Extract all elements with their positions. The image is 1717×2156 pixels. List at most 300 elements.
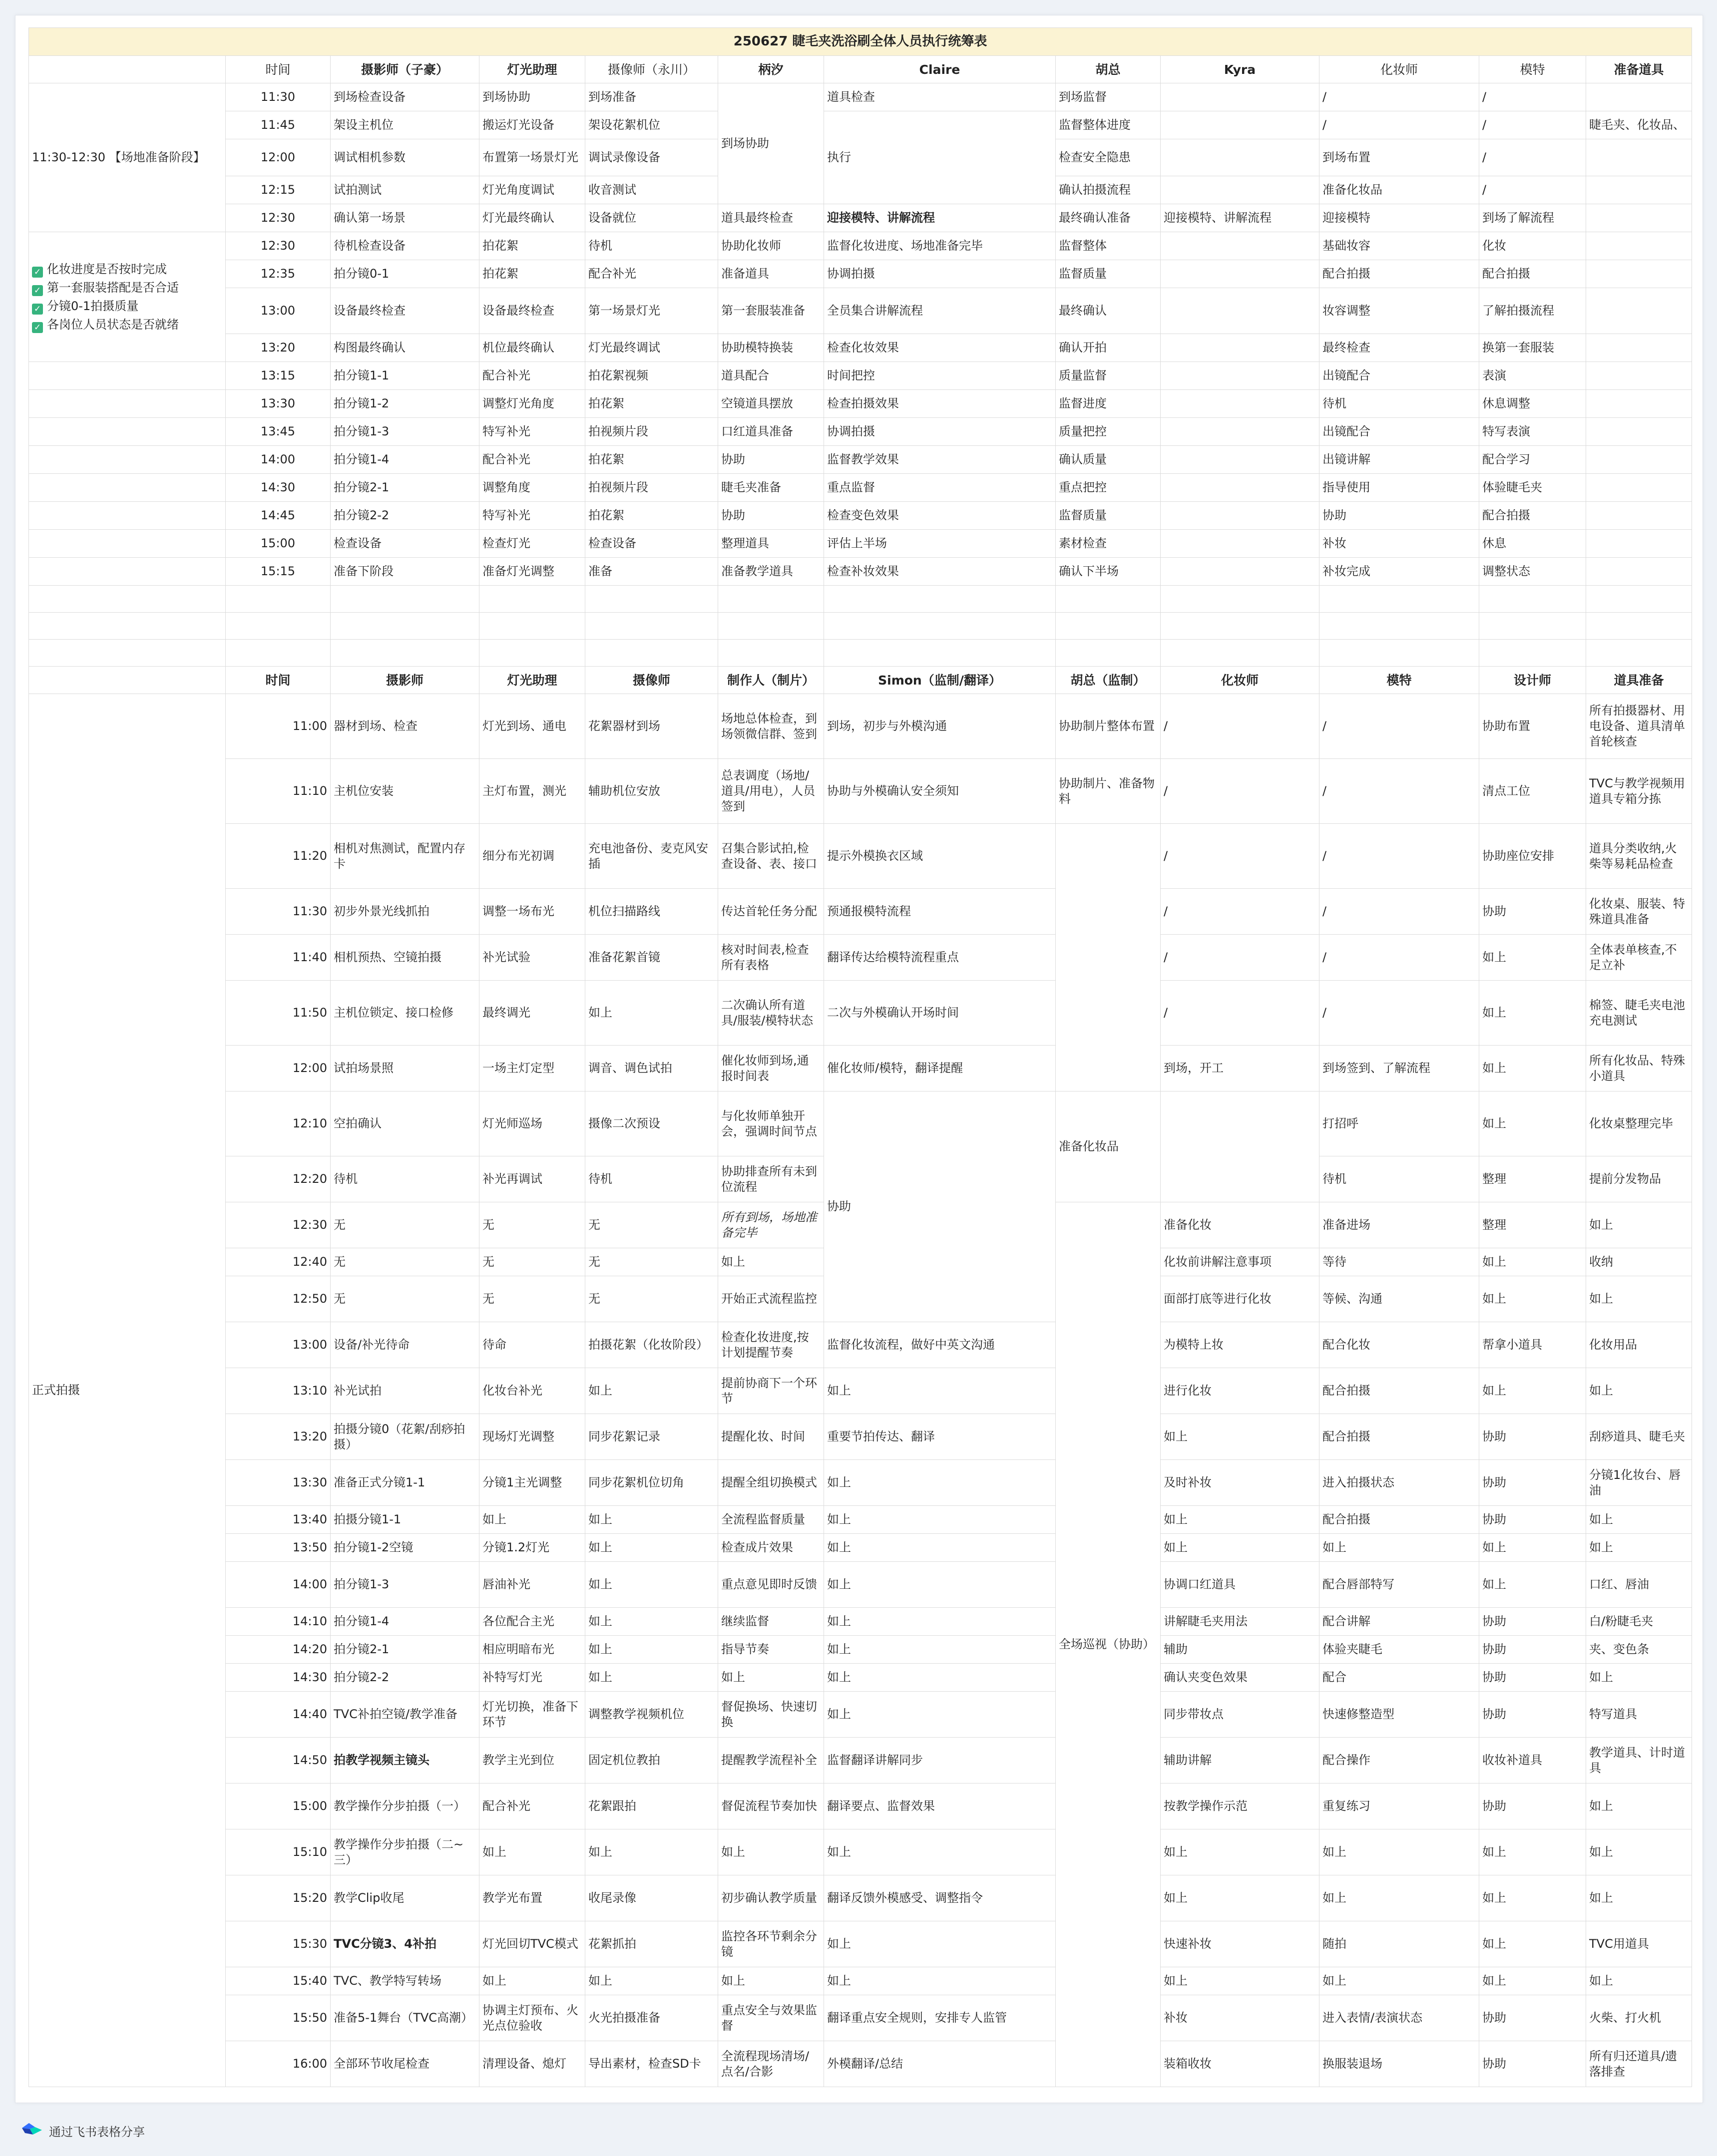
column-header[interactable]: Kyra: [1161, 56, 1319, 83]
grid-cell[interactable]: 检查化妆效果: [824, 334, 1056, 362]
time-cell[interactable]: 12:30: [226, 204, 331, 232]
grid-cell[interactable]: 特写道具: [1586, 1692, 1692, 1738]
column-header[interactable]: 模特: [1319, 667, 1479, 694]
grid-cell[interactable]: 拍教学视频主镜头: [331, 1738, 479, 1784]
grid-cell[interactable]: 时间把控: [824, 362, 1056, 390]
grid-cell[interactable]: 灯光师巡场: [479, 1091, 585, 1156]
time-cell[interactable]: 14:30: [226, 1664, 331, 1692]
grid-cell[interactable]: /: [1319, 935, 1479, 981]
claire-cell[interactable]: 执行: [824, 111, 1056, 204]
grid-cell[interactable]: 如上: [1586, 1664, 1692, 1692]
time-cell[interactable]: 11:30: [226, 889, 331, 935]
grid-cell[interactable]: 待机检查设备: [331, 232, 479, 260]
grid-cell[interactable]: 提醒全组切换模式: [718, 1460, 824, 1506]
empty-cell[interactable]: [824, 613, 1056, 640]
grid-cell[interactable]: 监督整体: [1056, 232, 1161, 260]
grid-cell[interactable]: 无: [479, 1202, 585, 1248]
grid-cell[interactable]: 检查灯光: [479, 530, 585, 558]
checklist-item[interactable]: [32, 316, 222, 334]
time-cell[interactable]: 13:50: [226, 1534, 331, 1562]
grid-cell[interactable]: 重要节拍传达、翻译: [824, 1414, 1056, 1460]
empty-cell[interactable]: [718, 586, 824, 613]
column-header[interactable]: 准备道具: [1586, 56, 1692, 83]
grid-cell[interactable]: 准备化妆: [1161, 1202, 1319, 1248]
grid-cell[interactable]: 如上: [585, 1506, 718, 1534]
grid-cell[interactable]: 整理: [1479, 1202, 1586, 1248]
grid-cell[interactable]: 监控各环节剩余分镜: [718, 1921, 824, 1967]
column-header[interactable]: [29, 667, 226, 694]
grid-cell[interactable]: 检查化妆进度,按计划提醒节奏: [718, 1322, 824, 1368]
grid-cell[interactable]: 如上: [1161, 1414, 1319, 1460]
grid-cell[interactable]: /: [1479, 111, 1586, 139]
grid-cell[interactable]: 辅助讲解: [1161, 1738, 1319, 1784]
grid-cell[interactable]: 开始正式流程监控: [718, 1276, 824, 1322]
grid-cell[interactable]: 装箱收妆: [1161, 2041, 1319, 2087]
empty-cell[interactable]: [1586, 640, 1692, 667]
grid-cell[interactable]: 道具最终检查: [718, 204, 824, 232]
grid-cell[interactable]: 监督教学效果: [824, 446, 1056, 474]
grid-cell[interactable]: 补光试验: [479, 935, 585, 981]
grid-cell[interactable]: 配合学习: [1479, 446, 1586, 474]
grid-cell[interactable]: 如上: [1479, 1921, 1586, 1967]
grid-cell[interactable]: /: [1161, 889, 1319, 935]
grid-cell[interactable]: 继续监督: [718, 1608, 824, 1636]
grid-cell[interactable]: 准备5-1舞台（TVC高潮）: [331, 1995, 479, 2041]
grid-cell[interactable]: 相机预热、空镜拍摄: [331, 935, 479, 981]
grid-cell[interactable]: 拍摄花絮（化妆阶段）: [585, 1322, 718, 1368]
grid-cell[interactable]: 如上: [1586, 1506, 1692, 1534]
grid-cell[interactable]: 试拍测试: [331, 176, 479, 204]
grid-cell[interactable]: 补特写灯光: [479, 1664, 585, 1692]
grid-cell[interactable]: 无: [331, 1202, 479, 1248]
empty-cell[interactable]: [29, 390, 226, 418]
grid-cell[interactable]: TVC、教学特写转场: [331, 1967, 479, 1995]
grid-cell[interactable]: 布置第一场景灯光: [479, 139, 585, 176]
grid-cell[interactable]: 拍花絮: [479, 260, 585, 288]
grid-cell[interactable]: 拍花絮: [479, 232, 585, 260]
grid-cell[interactable]: 口红道具准备: [718, 418, 824, 446]
empty-cell[interactable]: [29, 586, 226, 613]
grid-cell[interactable]: 辅助: [1161, 1636, 1319, 1664]
grid-cell[interactable]: [1161, 83, 1319, 111]
grid-cell[interactable]: 提示外模换衣区域: [824, 824, 1056, 889]
grid-cell[interactable]: 主机位安装: [331, 759, 479, 824]
grid-cell[interactable]: 如上: [824, 1368, 1056, 1414]
empty-cell[interactable]: [29, 558, 226, 586]
grid-cell[interactable]: 体验夹睫毛: [1319, 1636, 1479, 1664]
time-cell[interactable]: 11:10: [226, 759, 331, 824]
grid-cell[interactable]: [1586, 502, 1692, 530]
grid-cell[interactable]: 无: [585, 1248, 718, 1276]
grid-cell[interactable]: 检查变色效果: [824, 502, 1056, 530]
grid-cell[interactable]: 化妆: [1479, 232, 1586, 260]
grid-cell[interactable]: [1586, 446, 1692, 474]
grid-cell[interactable]: [1161, 362, 1319, 390]
grid-cell[interactable]: 教学光布置: [479, 1875, 585, 1921]
grid-cell[interactable]: [1161, 334, 1319, 362]
grid-cell[interactable]: 准备进场: [1319, 1202, 1479, 1248]
grid-cell[interactable]: 提醒教学流程补全: [718, 1738, 824, 1784]
time-cell[interactable]: 12:00: [226, 1046, 331, 1091]
grid-cell[interactable]: 如上: [824, 1562, 1056, 1608]
grid-cell[interactable]: 无: [479, 1248, 585, 1276]
grid-cell[interactable]: 如上: [585, 1664, 718, 1692]
column-header[interactable]: 化妆师: [1161, 667, 1319, 694]
grid-cell[interactable]: 无: [331, 1248, 479, 1276]
simon-cell[interactable]: 协助: [824, 1091, 1056, 1322]
grid-cell[interactable]: 如上: [1161, 1829, 1319, 1875]
empty-cell[interactable]: [29, 474, 226, 502]
grid-cell[interactable]: 第一场景灯光: [585, 288, 718, 334]
grid-cell[interactable]: 如上: [1586, 1534, 1692, 1562]
grid-cell[interactable]: 如上: [824, 1506, 1056, 1534]
grid-cell[interactable]: 如上: [585, 1636, 718, 1664]
grid-cell[interactable]: 机位最终确认: [479, 334, 585, 362]
grid-cell[interactable]: 打招呼: [1319, 1091, 1479, 1156]
grid-cell[interactable]: 器材到场、检查: [331, 694, 479, 759]
grid-cell[interactable]: 收妆补道具: [1479, 1738, 1586, 1784]
empty-cell[interactable]: [1586, 613, 1692, 640]
grid-cell[interactable]: 如上: [824, 1829, 1056, 1875]
empty-cell[interactable]: [479, 586, 585, 613]
grid-cell[interactable]: 第一套服装准备: [718, 288, 824, 334]
grid-cell[interactable]: 检查成片效果: [718, 1534, 824, 1562]
grid-cell[interactable]: /: [1479, 176, 1586, 204]
grid-cell[interactable]: 无: [585, 1276, 718, 1322]
grid-cell[interactable]: 配合拍摄: [1319, 1506, 1479, 1534]
grid-cell[interactable]: 同步花絮机位切角: [585, 1460, 718, 1506]
grid-cell[interactable]: 如上: [585, 1608, 718, 1636]
grid-cell[interactable]: 教学道具、计时道具: [1586, 1738, 1692, 1784]
grid-cell[interactable]: 如上: [1319, 1534, 1479, 1562]
grid-cell[interactable]: 细分布光初调: [479, 824, 585, 889]
grid-cell[interactable]: 如上: [824, 1967, 1056, 1995]
grid-cell[interactable]: 协助: [1479, 1664, 1586, 1692]
grid-cell[interactable]: 如上: [824, 1534, 1056, 1562]
grid-cell[interactable]: 随拍: [1319, 1921, 1479, 1967]
grid-cell[interactable]: 协调拍摄: [824, 418, 1056, 446]
grid-cell[interactable]: 如上: [1479, 1534, 1586, 1562]
grid-cell[interactable]: 如上: [1586, 1829, 1692, 1875]
grid-cell[interactable]: 监督化妆流程，做好中英文沟通: [824, 1322, 1056, 1368]
grid-cell[interactable]: 收音测试: [585, 176, 718, 204]
grid-cell[interactable]: 如上: [1479, 1829, 1586, 1875]
grid-cell[interactable]: 及时补妆: [1161, 1460, 1319, 1506]
grid-cell[interactable]: 准备下阶段: [331, 558, 479, 586]
grid-cell[interactable]: 进入表情/表演状态: [1319, 1995, 1479, 2041]
grid-cell[interactable]: 道具分类收纳,火柴等易耗品检查: [1586, 824, 1692, 889]
grid-cell[interactable]: 全员集合讲解流程: [824, 288, 1056, 334]
grid-cell[interactable]: 如上: [479, 1967, 585, 1995]
empty-cell[interactable]: [29, 530, 226, 558]
grid-cell[interactable]: 如上: [585, 1562, 718, 1608]
grid-cell[interactable]: 到场了解流程: [1479, 204, 1586, 232]
grid-cell[interactable]: 迎接模特、讲解流程: [1161, 204, 1319, 232]
grid-cell[interactable]: 协助布置: [1479, 694, 1586, 759]
time-cell[interactable]: 13:10: [226, 1368, 331, 1414]
grid-cell[interactable]: 协调口红道具: [1161, 1562, 1319, 1608]
grid-cell[interactable]: 协助: [1479, 1995, 1586, 2041]
grid-cell[interactable]: 睫毛夹准备: [718, 474, 824, 502]
grid-cell[interactable]: 如上: [718, 1248, 824, 1276]
column-header[interactable]: 摄影师: [331, 667, 479, 694]
grid-cell[interactable]: TVC补拍空镜/教学准备: [331, 1692, 479, 1738]
time-cell[interactable]: 12:30: [226, 1202, 331, 1248]
grid-cell[interactable]: 协调主灯预布、火光点位验收: [479, 1995, 585, 2041]
empty-cell[interactable]: [1056, 586, 1161, 613]
grid-cell[interactable]: [1586, 176, 1692, 204]
grid-cell[interactable]: 如上: [585, 1368, 718, 1414]
grid-cell[interactable]: /: [1319, 824, 1479, 889]
grid-cell[interactable]: 最终检查: [1319, 334, 1479, 362]
grid-cell[interactable]: 进入拍摄状态: [1319, 1460, 1479, 1506]
grid-cell[interactable]: 到场检查设备: [331, 83, 479, 111]
grid-cell[interactable]: 监督质量: [1056, 260, 1161, 288]
grid-cell[interactable]: 机位扫描路线: [585, 889, 718, 935]
grid-cell[interactable]: 补妆: [1319, 530, 1479, 558]
grid-cell[interactable]: 调试录像设备: [585, 139, 718, 176]
time-cell[interactable]: 12:35: [226, 260, 331, 288]
grid-cell[interactable]: 灯光回切TVC模式: [479, 1921, 585, 1967]
column-header[interactable]: Simon（监制/翻译）: [824, 667, 1056, 694]
time-cell[interactable]: 16:00: [226, 2041, 331, 2087]
grid-cell[interactable]: 初步确认教学质量: [718, 1875, 824, 1921]
grid-cell[interactable]: 确认质量: [1056, 446, 1161, 474]
grid-cell[interactable]: 整理道具: [718, 530, 824, 558]
grid-cell[interactable]: 灯光到场、通电: [479, 694, 585, 759]
grid-cell[interactable]: 与化妆师单独开会，强调时间节点: [718, 1091, 824, 1156]
grid-cell[interactable]: 最终确认: [1056, 288, 1161, 334]
grid-cell[interactable]: 如上: [585, 1829, 718, 1875]
grid-cell[interactable]: 监督化妆进度、场地准备完毕: [824, 232, 1056, 260]
grid-cell[interactable]: 架设花絮机位: [585, 111, 718, 139]
grid-cell[interactable]: 面部打底等进行化妆: [1161, 1276, 1319, 1322]
grid-cell[interactable]: 进行化妆: [1161, 1368, 1319, 1414]
grid-cell[interactable]: 特写补光: [479, 418, 585, 446]
column-header[interactable]: 摄像师（永川）: [585, 56, 718, 83]
grid-cell[interactable]: 配合讲解: [1319, 1608, 1479, 1636]
column-header[interactable]: 设计师: [1479, 667, 1586, 694]
grid-cell[interactable]: 检查安全隐患: [1056, 139, 1161, 176]
empty-cell[interactable]: [1319, 613, 1479, 640]
grid-cell[interactable]: 讲解睫毛夹用法: [1161, 1608, 1319, 1636]
time-cell[interactable]: 15:30: [226, 1921, 331, 1967]
grid-cell[interactable]: 提前协商下一个环节: [718, 1368, 824, 1414]
time-cell[interactable]: 15:50: [226, 1995, 331, 2041]
grid-cell[interactable]: 灯光最终确认: [479, 204, 585, 232]
grid-cell[interactable]: [1161, 446, 1319, 474]
grid-cell[interactable]: 到场协助: [479, 83, 585, 111]
grid-cell[interactable]: 提前分发物品: [1586, 1156, 1692, 1202]
grid-cell[interactable]: [1161, 418, 1319, 446]
grid-cell[interactable]: 评估上半场: [824, 530, 1056, 558]
grid-cell[interactable]: /: [1319, 83, 1479, 111]
grid-cell[interactable]: 配合补光: [479, 1784, 585, 1829]
grid-cell[interactable]: 协助: [1479, 1692, 1586, 1738]
time-cell[interactable]: 12:00: [226, 139, 331, 176]
grid-cell[interactable]: 重点监督: [824, 474, 1056, 502]
grid-cell[interactable]: 按教学操作示范: [1161, 1784, 1319, 1829]
grid-cell[interactable]: 所有到场，场地准备完毕: [718, 1202, 824, 1248]
time-cell[interactable]: 11:30: [226, 83, 331, 111]
grid-cell[interactable]: 刮痧道具、睫毛夹: [1586, 1414, 1692, 1460]
grid-cell[interactable]: 拍分镜2-1: [331, 474, 479, 502]
time-cell[interactable]: 14:40: [226, 1692, 331, 1738]
time-cell[interactable]: 12:15: [226, 176, 331, 204]
grid-cell[interactable]: 协助座位安排: [1479, 824, 1586, 889]
bing-cell[interactable]: 到场协助: [718, 83, 824, 204]
grid-cell[interactable]: 如上: [824, 1636, 1056, 1664]
grid-cell[interactable]: 等候、沟通: [1319, 1276, 1479, 1322]
grid-cell[interactable]: 配合补光: [479, 446, 585, 474]
grid-cell[interactable]: 监督进度: [1056, 390, 1161, 418]
grid-cell[interactable]: 如上: [824, 1664, 1056, 1692]
grid-cell[interactable]: 如上: [1319, 1875, 1479, 1921]
grid-cell[interactable]: 特写补光: [479, 502, 585, 530]
grid-cell[interactable]: 调整角度: [479, 474, 585, 502]
grid-cell[interactable]: 拍分镜1-3: [331, 1562, 479, 1608]
empty-cell[interactable]: [824, 586, 1056, 613]
empty-cell[interactable]: [1319, 640, 1479, 667]
grid-cell[interactable]: 检查设备: [331, 530, 479, 558]
time-cell[interactable]: 13:30: [226, 390, 331, 418]
grid-cell[interactable]: 如上: [824, 1921, 1056, 1967]
grid-cell[interactable]: 传达首轮任务分配: [718, 889, 824, 935]
grid-cell[interactable]: 调整一场布光: [479, 889, 585, 935]
grid-cell[interactable]: 分镜1主光调整: [479, 1460, 585, 1506]
grid-cell[interactable]: 无: [331, 1276, 479, 1322]
grid-cell[interactable]: 协助制片整体布置: [1056, 694, 1161, 759]
grid-cell[interactable]: 出镜讲解: [1319, 446, 1479, 474]
grid-cell[interactable]: [1586, 232, 1692, 260]
phase-label[interactable]: 正式拍摄: [29, 694, 226, 2087]
grid-cell[interactable]: /: [1161, 759, 1319, 824]
grid-cell[interactable]: 重点把控: [1056, 474, 1161, 502]
grid-cell[interactable]: 待机: [1319, 390, 1479, 418]
grid-cell[interactable]: 补妆完成: [1319, 558, 1479, 586]
grid-cell[interactable]: 分镜1.2灯光: [479, 1534, 585, 1562]
grid-cell[interactable]: 如上: [1586, 1276, 1692, 1322]
grid-cell[interactable]: 全体表单核查,不足立补: [1586, 935, 1692, 981]
grid-cell[interactable]: 出镜配合: [1319, 418, 1479, 446]
grid-cell[interactable]: 如上: [1479, 935, 1586, 981]
column-header[interactable]: 灯光助理: [479, 667, 585, 694]
grid-cell[interactable]: 所有归还道具/遗落排查: [1586, 2041, 1692, 2087]
empty-cell[interactable]: [1161, 613, 1319, 640]
grid-cell[interactable]: 换服装退场: [1319, 2041, 1479, 2087]
grid-cell[interactable]: 拍分镜2-2: [331, 1664, 479, 1692]
empty-cell[interactable]: [1479, 586, 1586, 613]
grid-cell[interactable]: [1586, 139, 1692, 176]
grid-cell[interactable]: [1586, 260, 1692, 288]
column-header[interactable]: 时间: [226, 667, 331, 694]
grid-cell[interactable]: 所有拍摄器材、用电设备、道具清单首轮核查: [1586, 694, 1692, 759]
time-cell[interactable]: 13:40: [226, 1506, 331, 1534]
grid-cell[interactable]: [1586, 474, 1692, 502]
grid-cell[interactable]: 翻译传达给模特流程重点: [824, 935, 1056, 981]
column-header[interactable]: 灯光助理: [479, 56, 585, 83]
empty-cell[interactable]: [1161, 640, 1319, 667]
grid-cell[interactable]: 如上: [585, 1967, 718, 1995]
grid-cell[interactable]: 配合拍摄: [1319, 260, 1479, 288]
grid-cell[interactable]: 现场灯光调整: [479, 1414, 585, 1460]
grid-cell[interactable]: 如上: [585, 981, 718, 1046]
grid-cell[interactable]: 棉签、睫毛夹电池充电测试: [1586, 981, 1692, 1046]
grid-cell[interactable]: /: [1479, 139, 1586, 176]
grid-cell[interactable]: 摄像二次预设: [585, 1091, 718, 1156]
grid-cell[interactable]: 如上: [1586, 1875, 1692, 1921]
grid-cell[interactable]: 如上: [1161, 1875, 1319, 1921]
time-cell[interactable]: 12:10: [226, 1091, 331, 1156]
grid-cell[interactable]: 白/粉睫毛夹: [1586, 1608, 1692, 1636]
grid-cell[interactable]: 配合化妆: [1319, 1322, 1479, 1368]
empty-cell[interactable]: [479, 640, 585, 667]
time-cell[interactable]: 14:50: [226, 1738, 331, 1784]
grid-cell[interactable]: 调整灯光角度: [479, 390, 585, 418]
grid-cell[interactable]: 拍分镜1-2: [331, 390, 479, 418]
grid-cell[interactable]: 化妆桌、服装、特殊道具准备: [1586, 889, 1692, 935]
grid-cell[interactable]: 为模特上妆: [1161, 1322, 1319, 1368]
grid-cell[interactable]: 配合拍摄: [1479, 502, 1586, 530]
grid-cell[interactable]: [1161, 111, 1319, 139]
grid-cell[interactable]: [1586, 558, 1692, 586]
grid-cell[interactable]: 补光再调试: [479, 1156, 585, 1202]
grid-cell[interactable]: 拍花絮: [585, 446, 718, 474]
grid-cell[interactable]: 道具配合: [718, 362, 824, 390]
empty-cell[interactable]: [1586, 586, 1692, 613]
sheet-title[interactable]: 250627 睫毛夹洗浴刷全体人员执行统筹表: [29, 28, 1692, 56]
grid-cell[interactable]: 协助: [1479, 1460, 1586, 1506]
grid-cell[interactable]: 花絮抓拍: [585, 1921, 718, 1967]
grid-cell[interactable]: 辅助机位安放: [585, 759, 718, 824]
grid-cell[interactable]: 协助: [1479, 2041, 1586, 2087]
grid-cell[interactable]: 素材检查: [1056, 530, 1161, 558]
grid-cell[interactable]: 提醒化妆、时间: [718, 1414, 824, 1460]
grid-cell[interactable]: 换第一套服装: [1479, 334, 1586, 362]
empty-cell[interactable]: [718, 640, 824, 667]
grid-cell[interactable]: /: [1319, 694, 1479, 759]
grid-cell[interactable]: 指导节奏: [718, 1636, 824, 1664]
grid-cell[interactable]: 空拍确认: [331, 1091, 479, 1156]
grid-cell[interactable]: 配合操作: [1319, 1738, 1479, 1784]
grid-cell[interactable]: 拍分镜1-4: [331, 1608, 479, 1636]
time-cell[interactable]: 14:10: [226, 1608, 331, 1636]
grid-cell[interactable]: 配合补光: [585, 260, 718, 288]
grid-cell[interactable]: [1586, 288, 1692, 334]
time-cell[interactable]: 12:20: [226, 1156, 331, 1202]
empty-cell[interactable]: [585, 640, 718, 667]
grid-cell[interactable]: 花絮跟拍: [585, 1784, 718, 1829]
empty-cell[interactable]: [479, 613, 585, 640]
grid-cell[interactable]: 拍分镜0-1: [331, 260, 479, 288]
checklist[interactable]: [29, 232, 226, 362]
grid-cell[interactable]: 清理设备、熄灯: [479, 2041, 585, 2087]
grid-cell[interactable]: 体验睫毛夹: [1479, 474, 1586, 502]
grid-cell[interactable]: 协助: [1479, 1636, 1586, 1664]
grid-cell[interactable]: 拍分镜1-2空镜: [331, 1534, 479, 1562]
grid-cell[interactable]: 如上: [718, 1829, 824, 1875]
share-footer-text[interactable]: 通过飞书表格分享: [49, 2125, 145, 2139]
grid-cell[interactable]: 核对时间表,检查所有表格: [718, 935, 824, 981]
time-cell[interactable]: 15:10: [226, 1829, 331, 1875]
grid-cell[interactable]: 协助排查所有未到位流程: [718, 1156, 824, 1202]
grid-cell[interactable]: 催化妆师到场,通报时间表: [718, 1046, 824, 1091]
grid-cell[interactable]: 督促流程节奏加快: [718, 1784, 824, 1829]
grid-cell[interactable]: /: [1161, 935, 1319, 981]
grid-cell[interactable]: 如上: [1319, 1829, 1479, 1875]
time-cell[interactable]: 13:20: [226, 334, 331, 362]
grid-cell[interactable]: 全流程监督质量: [718, 1506, 824, 1534]
